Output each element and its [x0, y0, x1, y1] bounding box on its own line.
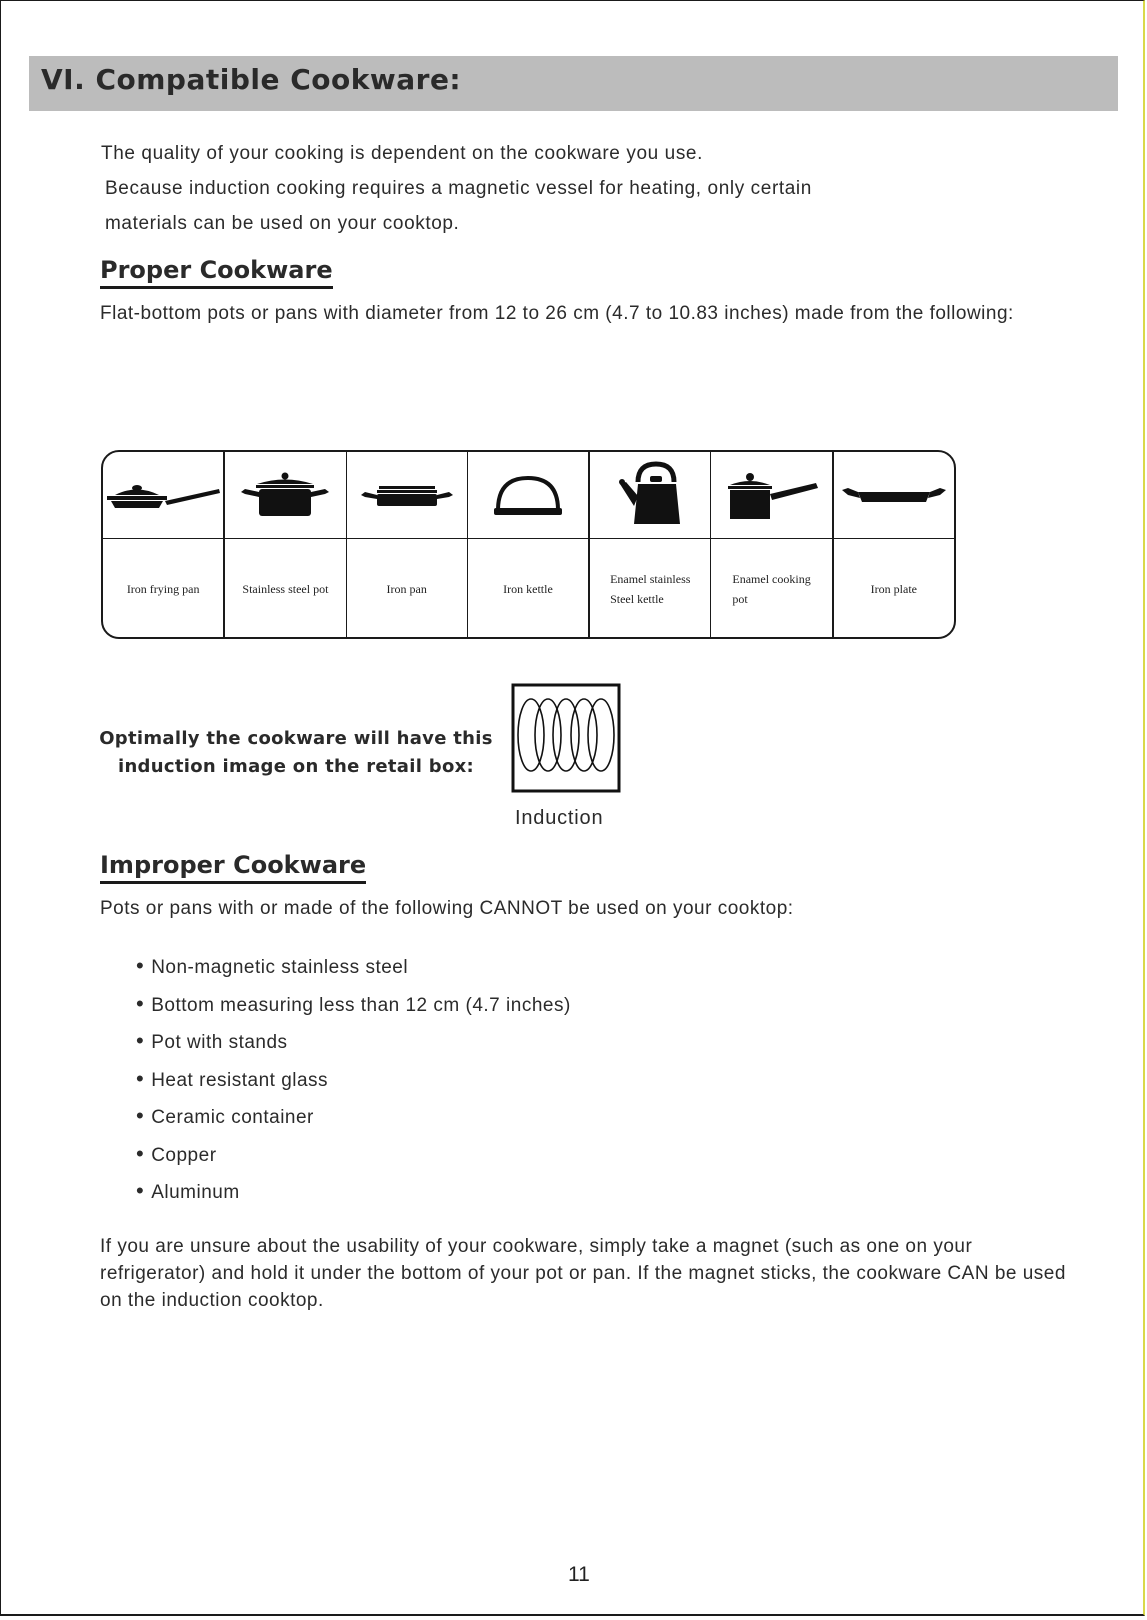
intro-line: materials can be used on your cooktop. — [105, 213, 460, 234]
improper-cookware-list — [136, 947, 571, 1210]
proper-cookware-description: Flat-bottom pots or pans with diameter from 12 to 26 cm (4.7 to 10.83 inches) made from the following: — [100, 303, 1014, 324]
cookware-cell — [590, 452, 711, 637]
improper-cookware-description: Pots or pans with or made of the following CANNOT be used on your cooktop: — [100, 898, 794, 919]
list-item: • Pot with stands — [136, 1022, 571, 1060]
dome-kettle-icon — [488, 472, 568, 518]
shallow-pan-icon — [357, 480, 457, 510]
section-title: VI. Compatible Cookware: — [41, 63, 462, 96]
list-item: • Ceramic container — [136, 1097, 571, 1135]
list-item: • Bottom measuring less than 12 cm (4.7 inches) — [136, 985, 571, 1023]
frying-pan-icon — [105, 475, 221, 515]
list-item: • Aluminum — [136, 1172, 571, 1210]
list-item: • Non-magnetic stainless steel — [136, 947, 571, 985]
cookware-label: Stainless steel pot — [242, 581, 329, 596]
intro-line: The quality of your cooking is dependent on the cookware you use. — [101, 143, 703, 164]
intro-line: Because induction cooking requires a magnetic vessel for heating, only certain — [105, 178, 812, 199]
tea-kettle-icon — [610, 460, 690, 530]
induction-symbol-note: Optimally the cookware will have this induction image on the retail box: — [99, 728, 493, 777]
cookware-label: Iron plate — [870, 581, 917, 596]
cookware-cell — [225, 452, 346, 637]
cookware-cell — [468, 452, 590, 637]
induction-caption: Induction — [515, 807, 604, 829]
induction-coil-icon — [511, 683, 621, 793]
cookware-label: Iron pan — [386, 581, 427, 596]
cookware-cell — [103, 452, 225, 637]
list-item: • Heat resistant glass — [136, 1060, 571, 1098]
cookware-cell — [711, 452, 833, 637]
cookware-label: Enamel stainless Steel kettle — [610, 571, 691, 606]
saucepan-icon — [722, 469, 822, 521]
cookware-table — [101, 450, 956, 639]
cookware-label: Enamel cooking pot — [732, 571, 811, 606]
list-item: • Copper — [136, 1135, 571, 1173]
page-number: 11 — [568, 1563, 590, 1586]
proper-cookware-heading: Proper Cookware — [100, 256, 333, 289]
intro-paragraph — [101, 136, 812, 241]
cookware-cell — [347, 452, 468, 637]
flat-plate-icon — [840, 480, 948, 510]
magnet-test-paragraph: If you are unsure about the usability of your cookware, simply take a magnet (such as one on your refrigerator) and hold it under the bottom of your pot or pan. If the magnet sticks, the cookware CAN be used on the induction cooktop. — [100, 1236, 1066, 1311]
cookware-label: Iron kettle — [503, 581, 553, 596]
cookware-cell — [834, 452, 954, 637]
stock-pot-icon — [235, 472, 335, 518]
cookware-label: Iron frying pan — [126, 581, 200, 596]
improper-cookware-heading: Improper Cookware — [100, 851, 366, 884]
